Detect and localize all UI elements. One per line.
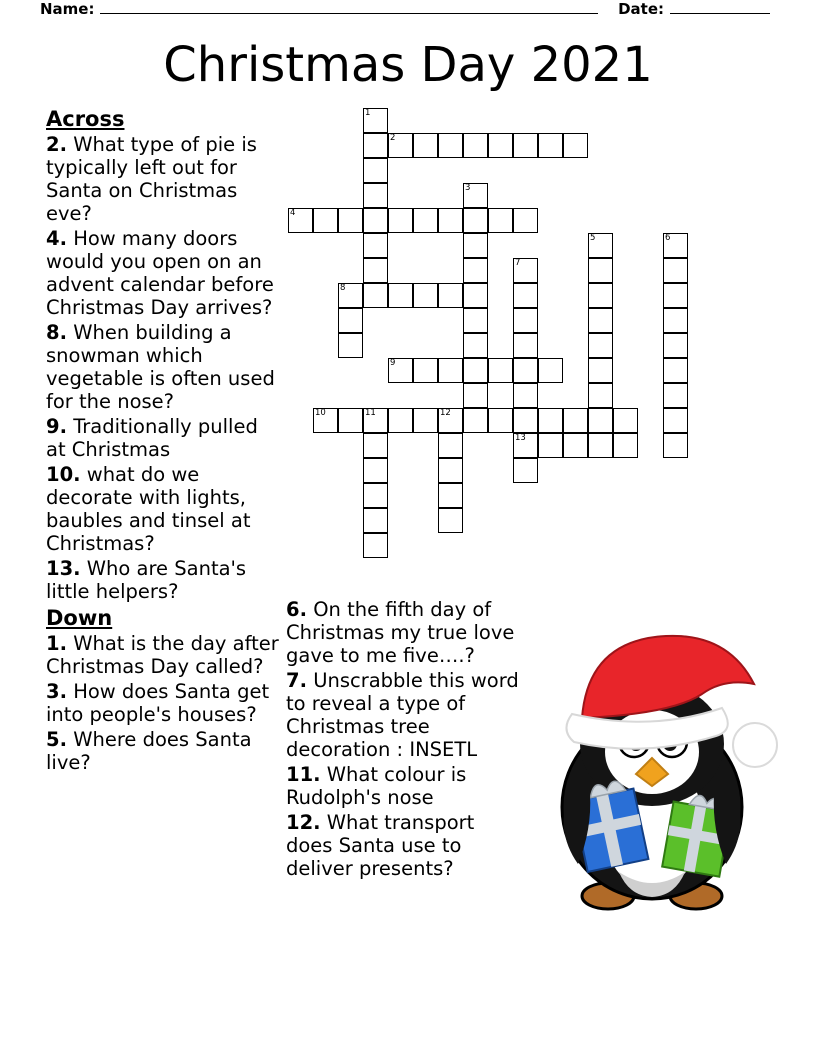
- grid-cell[interactable]: [413, 133, 438, 158]
- grid-cell[interactable]: [488, 358, 513, 383]
- header-row: [40, 0, 776, 26]
- clue-across-8: [46, 321, 281, 413]
- grid-cell[interactable]: [463, 183, 488, 208]
- grid-cell[interactable]: [363, 183, 388, 208]
- grid-cell[interactable]: [488, 408, 513, 433]
- name-label: Name:: [40, 0, 95, 18]
- grid-cell[interactable]: [363, 433, 388, 458]
- grid-cell[interactable]: [438, 458, 463, 483]
- page-title: Christmas Day 2021: [163, 37, 653, 93]
- clue-number: 9.: [46, 415, 67, 438]
- grid-cell[interactable]: [463, 358, 488, 383]
- clue-down-11: [286, 763, 524, 809]
- grid-cell[interactable]: [313, 208, 338, 233]
- grid-cell[interactable]: [363, 533, 388, 558]
- grid-cell[interactable]: [488, 133, 513, 158]
- clue-number: 1.: [46, 632, 67, 655]
- grid-cell[interactable]: [513, 433, 538, 458]
- clue-across-13: [46, 557, 281, 603]
- grid-cell-number: 10: [315, 408, 326, 418]
- grid-cell[interactable]: [463, 208, 488, 233]
- grid-cell[interactable]: [363, 233, 388, 258]
- grid-cell[interactable]: [338, 208, 363, 233]
- grid-cell-number: 11: [365, 408, 376, 418]
- clue-text: What colour is Rudolph's nose: [286, 763, 467, 809]
- crossword-grid[interactable]: [288, 108, 708, 588]
- grid-cell-number: 4: [290, 208, 296, 218]
- grid-cell[interactable]: [563, 433, 588, 458]
- grid-cell[interactable]: [363, 258, 388, 283]
- grid-cell[interactable]: [438, 208, 463, 233]
- grid-cell[interactable]: [513, 358, 538, 383]
- clue-across-4: [46, 227, 281, 319]
- grid-cell[interactable]: [463, 258, 488, 283]
- clue-number: 13.: [46, 557, 81, 580]
- name-write-line[interactable]: [100, 13, 598, 14]
- grid-cell[interactable]: [363, 508, 388, 533]
- grid-cell[interactable]: [463, 133, 488, 158]
- grid-cell[interactable]: [663, 233, 688, 258]
- clue-number: 11.: [286, 763, 321, 786]
- clue-down-7: [286, 669, 524, 761]
- grid-cell[interactable]: [588, 433, 613, 458]
- clue-text: On the fifth day of Christmas my true love gave to me five….?: [286, 598, 515, 667]
- clue-down-12: [286, 811, 524, 880]
- grid-cell-number: 2: [390, 133, 396, 143]
- grid-cell[interactable]: [388, 283, 413, 308]
- grid-cell[interactable]: [363, 158, 388, 183]
- grid-cell-number: 13: [515, 433, 526, 443]
- grid-cell[interactable]: [663, 358, 688, 383]
- clue-down-3: [46, 680, 281, 726]
- grid-cell[interactable]: [588, 383, 613, 408]
- down-clue-column: [286, 598, 524, 882]
- clue-text: What transport does Santa use to deliver presents?: [286, 811, 475, 880]
- clue-text: What type of pie is typically left out for Santa on Christmas eve?: [46, 133, 257, 225]
- clue-down-5: [46, 728, 281, 774]
- grid-cell[interactable]: [563, 133, 588, 158]
- grid-cell[interactable]: [588, 333, 613, 358]
- grid-cell[interactable]: [388, 208, 413, 233]
- grid-cell[interactable]: [363, 408, 388, 433]
- grid-cell[interactable]: [363, 483, 388, 508]
- clue-text: Where does Santa live?: [46, 728, 252, 774]
- clue-across-9: [46, 415, 281, 461]
- grid-cell-number: 12: [440, 408, 451, 418]
- grid-cell[interactable]: [538, 358, 563, 383]
- grid-cell[interactable]: [538, 133, 563, 158]
- grid-cell[interactable]: [513, 408, 538, 433]
- clue-text: Traditionally pulled at Christmas: [46, 415, 258, 461]
- across-clue-column: [46, 106, 281, 776]
- grid-cell[interactable]: [588, 358, 613, 383]
- grid-cell[interactable]: [463, 308, 488, 333]
- grid-cell[interactable]: [338, 408, 363, 433]
- down-heading: Down: [46, 606, 113, 630]
- grid-cell[interactable]: [413, 283, 438, 308]
- grid-cell[interactable]: [663, 308, 688, 333]
- grid-cell[interactable]: [438, 133, 463, 158]
- grid-cell[interactable]: [663, 283, 688, 308]
- grid-cell-number: 7: [515, 258, 521, 268]
- grid-cell[interactable]: [463, 383, 488, 408]
- grid-cell-number: 6: [665, 233, 671, 243]
- clue-across-2: [46, 133, 281, 225]
- grid-cell-number: 8: [340, 283, 346, 293]
- grid-cell[interactable]: [588, 283, 613, 308]
- grid-cell[interactable]: [663, 408, 688, 433]
- date-write-line[interactable]: [670, 13, 770, 14]
- clue-across-10: [46, 463, 281, 555]
- grid-cell[interactable]: [588, 233, 613, 258]
- grid-cell[interactable]: [513, 458, 538, 483]
- penguin-illustration: [524, 622, 780, 922]
- grid-cell-number: 5: [590, 233, 596, 243]
- grid-cell[interactable]: [388, 408, 413, 433]
- clue-text: When building a snowman which vegetable is often used for the nose?: [46, 321, 275, 413]
- date-label: Date:: [618, 0, 664, 18]
- grid-cell[interactable]: [513, 308, 538, 333]
- grid-cell[interactable]: [663, 433, 688, 458]
- clue-number: 8.: [46, 321, 67, 344]
- grid-cell[interactable]: [588, 308, 613, 333]
- clue-number: 12.: [286, 811, 321, 834]
- grid-cell[interactable]: [538, 433, 563, 458]
- grid-cell[interactable]: [413, 208, 438, 233]
- clue-text: Who are Santa's little helpers?: [46, 557, 247, 603]
- grid-cell[interactable]: [338, 333, 363, 358]
- grid-cell[interactable]: [563, 408, 588, 433]
- grid-cell[interactable]: [613, 433, 638, 458]
- clue-number: 6.: [286, 598, 307, 621]
- grid-cell[interactable]: [588, 408, 613, 433]
- clue-down-6: [286, 598, 524, 667]
- clue-number: 4.: [46, 227, 67, 250]
- clue-text: How does Santa get into people's houses?: [46, 680, 270, 726]
- grid-cell[interactable]: [463, 233, 488, 258]
- grid-cell[interactable]: [613, 408, 638, 433]
- clue-number: 10.: [46, 463, 81, 486]
- grid-cell[interactable]: [313, 408, 338, 433]
- grid-cell-number: 3: [465, 183, 471, 193]
- clue-number: 3.: [46, 680, 67, 703]
- grid-cell[interactable]: [663, 383, 688, 408]
- grid-cell[interactable]: [288, 208, 313, 233]
- grid-cell[interactable]: [338, 283, 363, 308]
- grid-cell[interactable]: [513, 258, 538, 283]
- grid-cell[interactable]: [463, 333, 488, 358]
- grid-cell[interactable]: [363, 458, 388, 483]
- grid-cell-number: 9: [390, 358, 396, 368]
- grid-cell[interactable]: [363, 133, 388, 158]
- grid-cell[interactable]: [513, 283, 538, 308]
- grid-cell[interactable]: [513, 383, 538, 408]
- grid-cell[interactable]: [463, 408, 488, 433]
- grid-cell[interactable]: [663, 333, 688, 358]
- grid-cell[interactable]: [363, 283, 388, 308]
- grid-cell[interactable]: [463, 283, 488, 308]
- clue-down-1: [46, 632, 281, 678]
- clue-text: what do we decorate with lights, baubles and tinsel at Christmas?: [46, 463, 251, 555]
- clue-number: 5.: [46, 728, 67, 751]
- grid-cell-number: 1: [365, 108, 371, 118]
- across-heading: Across: [46, 107, 125, 131]
- clue-text: How many doors would you open on an advent calendar before Christmas Day arrives?: [46, 227, 274, 319]
- grid-cell[interactable]: [413, 408, 438, 433]
- grid-cell[interactable]: [488, 208, 513, 233]
- grid-cell[interactable]: [438, 408, 463, 433]
- clue-number: 2.: [46, 133, 67, 156]
- grid-cell[interactable]: [513, 133, 538, 158]
- clue-text: What is the day after Christmas Day called?: [46, 632, 279, 678]
- clue-number: 7.: [286, 669, 307, 692]
- clue-text: Unscrabble this word to reveal a type of Christmas tree decoration : INSETL: [286, 669, 519, 761]
- grid-cell[interactable]: [438, 283, 463, 308]
- grid-cell[interactable]: [388, 358, 413, 383]
- grid-cell[interactable]: [363, 208, 388, 233]
- grid-cell[interactable]: [438, 483, 463, 508]
- grid-cell[interactable]: [413, 358, 438, 383]
- grid-cell[interactable]: [363, 108, 388, 133]
- grid-cell[interactable]: [663, 258, 688, 283]
- grid-cell[interactable]: [438, 433, 463, 458]
- grid-cell[interactable]: [538, 408, 563, 433]
- grid-cell[interactable]: [588, 258, 613, 283]
- grid-cell[interactable]: [338, 308, 363, 333]
- grid-cell[interactable]: [388, 133, 413, 158]
- grid-cell[interactable]: [513, 333, 538, 358]
- grid-cell[interactable]: [438, 508, 463, 533]
- grid-cell[interactable]: [513, 208, 538, 233]
- grid-cell[interactable]: [438, 358, 463, 383]
